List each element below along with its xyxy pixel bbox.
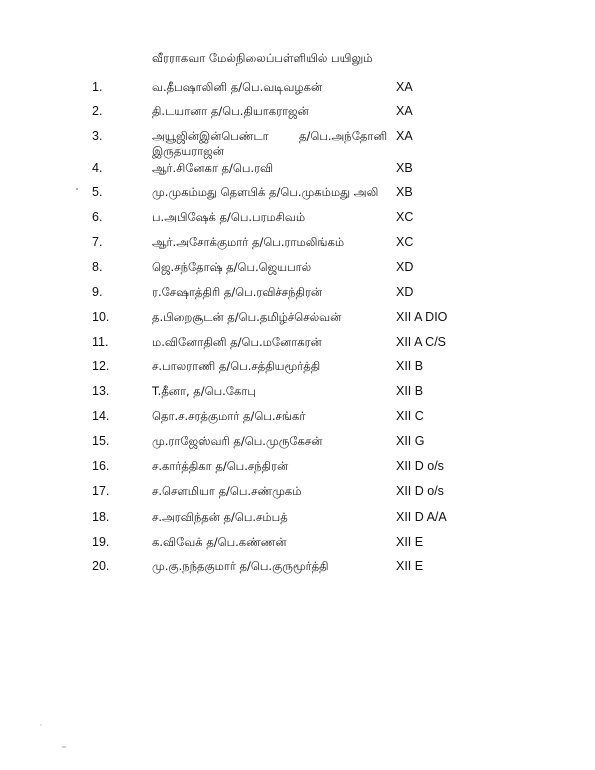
student-name: வ.தீபஷாலினி த/பெ.வடிவழகன் xyxy=(152,80,323,94)
row-number: 1. xyxy=(92,80,103,94)
scan-speck xyxy=(40,724,42,726)
class-section: XA xyxy=(396,129,413,143)
class-section: XII G xyxy=(396,434,425,448)
list-item xyxy=(0,80,595,100)
class-section: XII D o/s xyxy=(396,459,444,473)
row-number: 17. xyxy=(92,484,110,498)
class-section: XII C xyxy=(396,409,424,423)
row-number: 18. xyxy=(92,510,110,524)
student-name: தொ.ச.சரத்குமார் த/பெ.சங்கர் xyxy=(152,409,306,423)
row-number: 8. xyxy=(92,260,103,274)
row-number: 3. xyxy=(92,129,103,143)
class-section: XII A C/S xyxy=(396,335,447,349)
class-section: XA xyxy=(396,80,413,94)
row-number: 13. xyxy=(92,384,110,398)
row-number: 11. xyxy=(92,335,109,349)
row-number: 7. xyxy=(92,235,103,249)
list-item xyxy=(0,260,595,280)
student-name: ஜெ.சந்தோஷ் த/பெ.ஜெயபால் xyxy=(152,260,312,274)
list-item xyxy=(0,535,595,555)
student-name: மு.முகம்மது தௌபிக் த/பெ.முகம்மது அலி xyxy=(152,185,379,199)
list-item xyxy=(0,459,595,479)
list-item xyxy=(0,359,595,379)
row-number: 14. xyxy=(92,409,110,423)
list-item xyxy=(0,434,595,454)
row-number: 20. xyxy=(92,559,110,573)
class-section: XII E xyxy=(396,535,424,549)
student-name: ச.பாலராணி த/பெ.சத்தியமூர்த்தி xyxy=(152,359,321,373)
class-section: XB xyxy=(396,161,413,175)
list-item xyxy=(0,484,595,504)
student-name-father: த/பெ.அந்தோனி xyxy=(299,129,388,143)
student-name: ச.அரவிந்தன் த/பெ.சம்பத் xyxy=(152,510,288,524)
list-item xyxy=(0,210,595,230)
row-number: 19. xyxy=(92,535,110,549)
list-item xyxy=(0,310,595,330)
row-number: 9. xyxy=(92,285,103,299)
list-item xyxy=(0,185,595,205)
row-number: 12. xyxy=(92,359,110,373)
student-name: ப.அபிஷேக் த/பெ.பரமசிவம் xyxy=(152,210,306,224)
student-name: மு.கு.நந்தகுமார் த/பெ.குருமூர்த்தி xyxy=(152,559,329,573)
class-section: XII E xyxy=(396,559,424,573)
class-section: XC xyxy=(396,210,414,224)
list-item xyxy=(0,384,595,404)
row-number: 15. xyxy=(92,434,110,448)
list-item xyxy=(0,104,595,124)
student-name: ஆர்.அசோக்குமார் த/பெ.ராமலிங்கம் xyxy=(152,235,345,249)
student-name: மு.ராஜேஸ்வரி த/பெ.முருகேசன் xyxy=(152,434,323,448)
list-item xyxy=(0,335,595,355)
row-number: 2. xyxy=(92,104,103,118)
list-item xyxy=(0,285,595,305)
student-name: ம.வினோதினி த/பெ.மனோகரன் xyxy=(152,335,322,349)
class-section: XII A DIO xyxy=(396,310,448,324)
class-section: XD xyxy=(396,285,414,299)
class-section: XII D o/s xyxy=(396,484,444,498)
row-number: 4. xyxy=(92,161,103,175)
student-name: அயூஜின்இன்பெண்டா xyxy=(152,129,269,143)
scan-speck xyxy=(76,188,78,190)
list-item xyxy=(0,510,595,530)
student-name: தி.டயானா த/பெ.தியாகராஜன் xyxy=(152,104,309,118)
document-heading: வீரராகவா மேல்நிலைப்பள்ளியில் பயிலும் xyxy=(152,51,373,65)
student-name: T.தீனா, த/பெ.கோபு xyxy=(152,384,256,398)
class-section: XA xyxy=(396,104,413,118)
row-number: 5. xyxy=(92,185,103,199)
student-name: த.பிறைசூடன் த/பெ.தமிழ்ச்செல்வன் xyxy=(152,310,342,324)
class-section: XD xyxy=(396,260,414,274)
row-number: 6. xyxy=(92,210,103,224)
list-item xyxy=(0,409,595,429)
class-section: XII D A/A xyxy=(396,510,447,524)
class-section: XII B xyxy=(396,384,424,398)
list-item xyxy=(0,559,595,579)
student-name: ச.சௌமியா த/பெ.சண்முகம் xyxy=(152,484,302,498)
class-section: XB xyxy=(396,185,413,199)
class-section: XC xyxy=(396,235,414,249)
scan-speck xyxy=(62,746,66,748)
student-name: ர.சேஷாத்திரி த/பெ.ரவிச்சந்திரன் xyxy=(152,285,323,299)
student-name: ஆர்.சினேகா த/பெ.ரவி xyxy=(152,161,274,175)
list-item xyxy=(0,235,595,255)
list-item xyxy=(0,129,595,165)
list-item xyxy=(0,161,595,181)
row-number: 16. xyxy=(92,459,110,473)
student-name-line2: இருதயராஜன் xyxy=(152,144,224,158)
row-number: 10. xyxy=(92,310,110,324)
student-name: ச.கார்த்திகா த/பெ.சந்திரன் xyxy=(152,459,289,473)
class-section: XII B xyxy=(396,359,424,373)
student-name: க.விவேக் த/பெ.கண்ணன் xyxy=(152,535,287,549)
